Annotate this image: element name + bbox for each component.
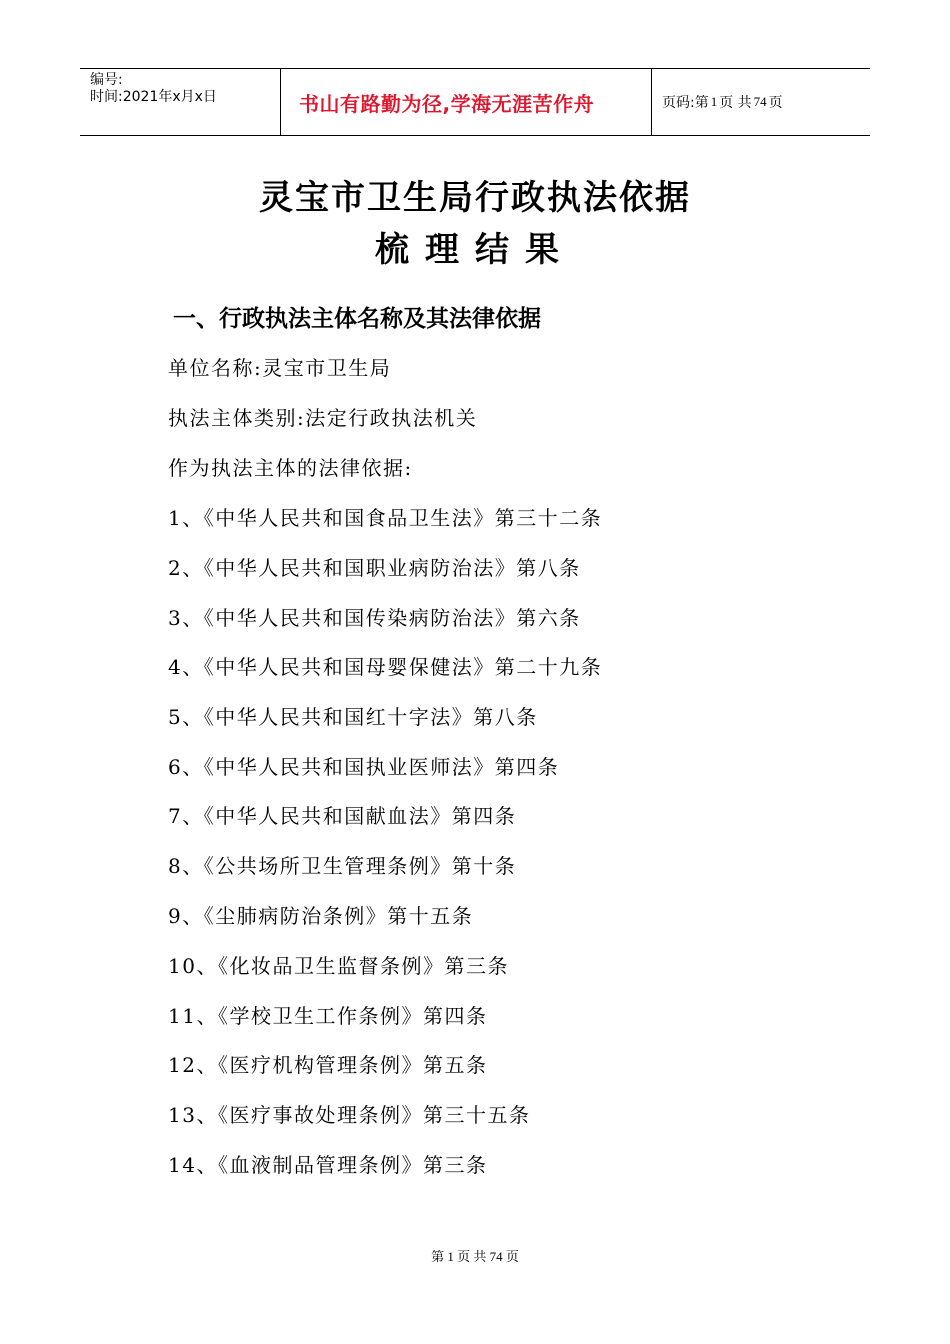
law-item: 3、《中华人民共和国传染病防治法》第六条 xyxy=(168,606,581,630)
document-subtitle: 梳理结果 xyxy=(375,230,575,270)
page-middle: 页 共 xyxy=(719,95,752,111)
page-header xyxy=(80,68,870,136)
unit-name: 单位名称:灵宝市卫生局 xyxy=(168,356,392,380)
law-item: 8、《公共场所卫生管理条例》第十条 xyxy=(168,854,517,878)
motto: 书山有路勤为径,学海无涯苦作舟 xyxy=(281,69,652,135)
law-item: 13、《医疗事故处理条例》第三十五条 xyxy=(168,1103,531,1127)
law-item: 11、《学校卫生工作条例》第四条 xyxy=(168,1004,488,1028)
law-item: 6、《中华人民共和国执业医师法》第四条 xyxy=(168,755,560,779)
number-label: 编号: xyxy=(90,72,123,88)
page-current: 1 xyxy=(710,94,718,109)
entity-category: 执法主体类别:法定行政执法机关 xyxy=(168,406,478,430)
page-indicator xyxy=(652,69,870,135)
law-item: 12、《医疗机构管理条例》第五条 xyxy=(168,1053,488,1077)
section-heading: 一、行政执法主体名称及其法律依据 xyxy=(173,305,541,332)
page-footer: 第 1 页 共 74 页 xyxy=(431,1249,519,1264)
law-item: 1、《中华人民共和国食品卫生法》第三十二条 xyxy=(168,506,603,530)
law-item: 10、《化妆品卫生监督条例》第三条 xyxy=(168,954,509,978)
time-label: 时间:2021年x月x日 xyxy=(90,89,217,105)
legal-basis-intro: 作为执法主体的法律依据: xyxy=(168,456,413,480)
law-item: 5、《中华人民共和国红十字法》第八条 xyxy=(168,705,538,729)
header-meta xyxy=(80,69,281,135)
law-item: 7、《中华人民共和国献血法》第四条 xyxy=(168,804,517,828)
law-item: 14、《血液制品管理条例》第三条 xyxy=(168,1153,488,1177)
law-item: 9、《尘肺病防治条例》第十五条 xyxy=(168,904,474,928)
law-item: 2、《中华人民共和国职业病防治法》第八条 xyxy=(168,556,581,580)
law-item: 4、《中华人民共和国母婴保健法》第二十九条 xyxy=(168,655,603,679)
page-suffix: 页 xyxy=(768,95,783,111)
page-total: 74 xyxy=(753,94,767,109)
page-prefix: 页码:第 xyxy=(662,95,709,111)
document-title: 灵宝市卫生局行政执法依据 xyxy=(259,178,691,218)
